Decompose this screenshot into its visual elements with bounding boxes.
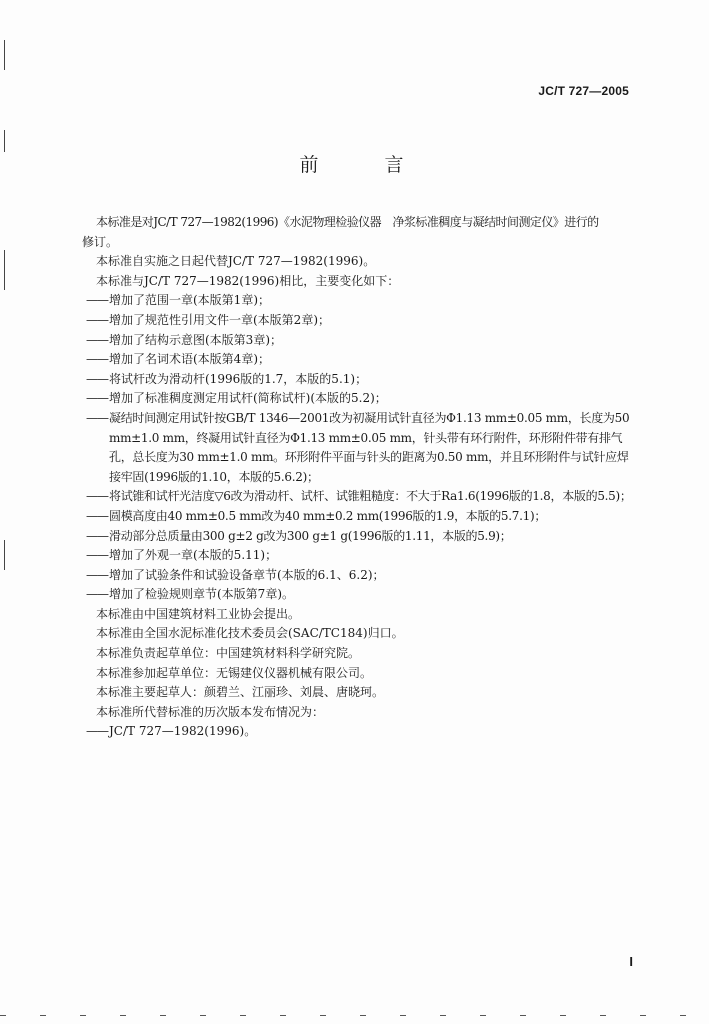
- page-number: I: [629, 954, 633, 969]
- drafters-statement: 本标准主要起草人：颜碧兰、江丽珍、刘晨、唐晓珂。: [96, 685, 385, 700]
- participating-unit-statement: 本标准参加起草单位：无锡建仪仪器机械有限公司。: [96, 665, 373, 680]
- change-text: 增加了试验条件和试验设备章节(本版的6.1、6.2)；: [109, 567, 385, 582]
- scan-edge-mark: [4, 540, 5, 570]
- dash-mark: ——: [86, 352, 108, 367]
- change-text: 圆模高度由40 mm±0.5 mm改为40 mm±0.2 mm(1996版的1.9，本版的5.7.1)；: [109, 508, 547, 523]
- dash-mark: ——: [86, 332, 108, 347]
- history-text: JC/T 727—1982(1996)。: [109, 724, 257, 739]
- dash-mark: ——: [86, 528, 108, 543]
- changes-list: [86, 291, 636, 605]
- change-text: 增加了结构示意图(本版第3章)；: [109, 332, 282, 347]
- change-text: 增加了外观一章(本版的5.11)；: [109, 548, 278, 563]
- change-text: 凝结时间测定用试针按GB/T 1346—2001改为初凝用试针直径为Φ1.13 mm±0.05 mm，长度为50 mm±1.0 mm，终凝用试针直径为Φ1.13 mm±0.05 mm，针头带有环行附件，环形附件带有排气孔，总长度为30 mm±1.0 mm。环形附件平面与针头的距离为0.50 mm，并且环形附件与试针应焊接牢固(1996版的1.10，本版的5.6.2)；: [109, 410, 630, 484]
- scan-edge-mark: [4, 130, 5, 152]
- list-item: [86, 722, 636, 742]
- change-text: 将试锥和试杆光洁度▽6改为滑动杆、试杆、试锥粗糙度：不大于Ra1.6(1996版的1.8，本版的5.5)；: [109, 489, 632, 504]
- drafting-unit-statement: 本标准负责起草单位：中国建筑材料科学研究院。: [96, 646, 361, 661]
- replacement-statement: 本标准自实施之日起代替JC/T 727—1982(1996)。: [96, 254, 376, 269]
- change-text: 增加了规范性引用文件一章(本版第2章)；: [109, 312, 330, 327]
- proposer-statement: 本标准由中国建筑材料工业协会提出。: [96, 606, 301, 621]
- dash-mark: ——: [86, 293, 108, 308]
- scan-edge-mark: [4, 40, 5, 70]
- list-item: [86, 311, 636, 331]
- committee-statement: 本标准由全国水泥标准化技术委员会(SAC/TC184)归口。: [96, 626, 404, 641]
- dash-mark: ——: [86, 587, 108, 602]
- list-item: [86, 566, 636, 586]
- list-item: [86, 507, 636, 527]
- changes-intro: 本标准与JC/T 727—1982(1996)相比，主要变化如下：: [96, 273, 400, 288]
- scan-edge-mark: [4, 250, 5, 290]
- list-item: [86, 389, 636, 409]
- dash-mark: ——: [86, 508, 108, 523]
- change-text: 将试杆改为滑动杆(1996版的1.7，本版的5.1)；: [109, 371, 368, 386]
- list-item: [86, 331, 636, 351]
- dash-mark: ——: [86, 391, 108, 406]
- standard-code: JC/T 727—2005: [538, 84, 629, 98]
- change-text: 增加了检验规则章节(本版第7章)。: [109, 587, 294, 602]
- dash-mark: ——: [86, 312, 108, 327]
- page-title: 前 言: [299, 154, 434, 176]
- change-text: 增加了范围一章(本版第1章)；: [109, 293, 270, 308]
- list-item: [86, 291, 636, 311]
- foreword-body: [82, 213, 636, 742]
- list-item: [86, 527, 636, 547]
- list-item: [86, 409, 636, 487]
- change-text: 增加了标准稠度测定用试杆(简称试杆)(本版的5.2)；: [109, 391, 387, 406]
- list-item: [86, 546, 636, 566]
- change-text: 滑动部分总质量由300 g±2 g改为300 g±1 g(1996版的1.11，本版的5.9)；: [109, 528, 512, 543]
- history-list: [86, 722, 636, 742]
- list-item: [86, 370, 636, 390]
- list-item: [86, 350, 636, 370]
- list-item: [86, 585, 636, 605]
- dash-mark: ——: [86, 548, 108, 563]
- scan-bottom-edge: [0, 1015, 709, 1016]
- dash-mark: ——: [86, 371, 108, 386]
- dash-mark: ——: [86, 410, 108, 425]
- history-intro: 本标准所代替标准的历次版本发布情况为：: [96, 704, 325, 719]
- dash-mark: ——: [86, 489, 108, 504]
- dash-mark: ——: [86, 567, 108, 582]
- change-text: 增加了名词术语(本版第4章)；: [109, 352, 270, 367]
- list-item: [86, 487, 636, 507]
- intro-line-1: 本标准是对JC/T 727—1982(1996)《水泥物理检验仪器 净浆标准稠度与凝结时间测定仪》进行的: [96, 215, 599, 229]
- dash-mark: ——: [86, 724, 108, 739]
- intro-line-2: 修订。: [82, 234, 119, 249]
